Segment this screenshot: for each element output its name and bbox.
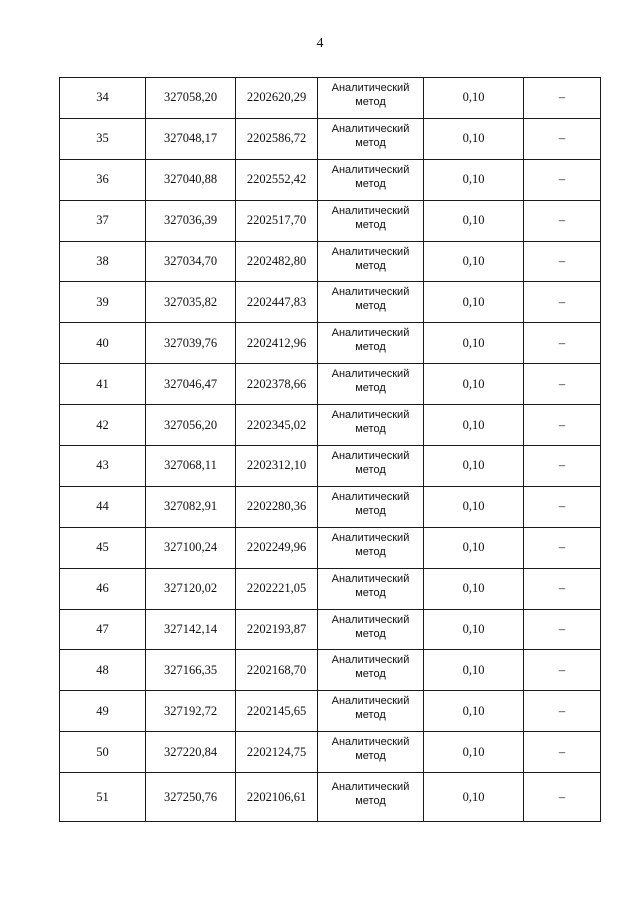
point-number-cell: 51 bbox=[60, 773, 146, 822]
method-line2: метод bbox=[355, 95, 386, 108]
coordinate-x-cell: 327058,20 bbox=[146, 78, 236, 119]
coordinate-x-cell: 327100,24 bbox=[146, 527, 236, 568]
coordinate-x-cell: 327250,76 bbox=[146, 773, 236, 822]
method-line1: Аналитический bbox=[331, 736, 410, 749]
method-line2: метод bbox=[355, 259, 386, 272]
method-line1: Аналитический bbox=[331, 204, 410, 217]
table-row bbox=[60, 200, 601, 241]
point-number-cell: 34 bbox=[60, 78, 146, 119]
method-line1: Аналитический bbox=[331, 368, 410, 381]
table-row bbox=[60, 405, 601, 446]
accuracy-cell: 0,10 bbox=[424, 486, 524, 527]
accuracy-cell: 0,10 bbox=[424, 773, 524, 822]
dash-cell: – bbox=[524, 609, 601, 650]
method-cell bbox=[318, 282, 424, 323]
dash-cell: – bbox=[524, 691, 601, 732]
method-line2: метод bbox=[355, 341, 386, 354]
coordinate-x-cell: 327040,88 bbox=[146, 159, 236, 200]
coordinate-y-cell: 2202145,65 bbox=[236, 691, 318, 732]
dash-cell: – bbox=[524, 241, 601, 282]
point-number-cell: 40 bbox=[60, 323, 146, 364]
coordinate-y-cell: 2202586,72 bbox=[236, 118, 318, 159]
method-cell bbox=[318, 568, 424, 609]
coordinate-y-cell: 2202345,02 bbox=[236, 405, 318, 446]
table-row bbox=[60, 527, 601, 568]
coordinate-x-cell: 327035,82 bbox=[146, 282, 236, 323]
method-cell bbox=[318, 405, 424, 446]
accuracy-cell: 0,10 bbox=[424, 159, 524, 200]
method-line1: Аналитический bbox=[331, 781, 410, 794]
coordinate-y-cell: 2202106,61 bbox=[236, 773, 318, 822]
accuracy-cell: 0,10 bbox=[424, 118, 524, 159]
coordinate-y-cell: 2202552,42 bbox=[236, 159, 318, 200]
accuracy-cell: 0,10 bbox=[424, 282, 524, 323]
method-line2: метод bbox=[355, 177, 386, 190]
table-row bbox=[60, 609, 601, 650]
dash-cell: – bbox=[524, 773, 601, 822]
method-line1: Аналитический bbox=[331, 572, 410, 585]
table-row bbox=[60, 691, 601, 732]
coordinate-y-cell: 2202124,75 bbox=[236, 732, 318, 773]
method-line1: Аналитический bbox=[331, 163, 410, 176]
method-cell bbox=[318, 159, 424, 200]
coordinates-table bbox=[59, 77, 601, 822]
coordinate-x-cell: 327039,76 bbox=[146, 323, 236, 364]
method-cell bbox=[318, 609, 424, 650]
method-line1: Аналитический bbox=[331, 122, 410, 135]
coordinate-y-cell: 2202378,66 bbox=[236, 364, 318, 405]
point-number-cell: 38 bbox=[60, 241, 146, 282]
dash-cell: – bbox=[524, 78, 601, 119]
dash-cell: – bbox=[524, 118, 601, 159]
method-line2: метод bbox=[355, 504, 386, 517]
method-cell bbox=[318, 773, 424, 822]
method-cell bbox=[318, 732, 424, 773]
dash-cell: – bbox=[524, 364, 601, 405]
table-row bbox=[60, 773, 601, 822]
point-number-cell: 36 bbox=[60, 159, 146, 200]
coordinate-y-cell: 2202620,29 bbox=[236, 78, 318, 119]
table-row bbox=[60, 650, 601, 691]
accuracy-cell: 0,10 bbox=[424, 609, 524, 650]
point-number-cell: 45 bbox=[60, 527, 146, 568]
method-cell bbox=[318, 78, 424, 119]
coordinates-table-body bbox=[60, 78, 601, 822]
coordinate-y-cell: 2202482,80 bbox=[236, 241, 318, 282]
point-number-cell: 42 bbox=[60, 405, 146, 446]
accuracy-cell: 0,10 bbox=[424, 241, 524, 282]
table-row bbox=[60, 486, 601, 527]
dash-cell: – bbox=[524, 486, 601, 527]
method-line1: Аналитический bbox=[331, 327, 410, 340]
table-row bbox=[60, 241, 601, 282]
dash-cell: – bbox=[524, 446, 601, 487]
table-row bbox=[60, 118, 601, 159]
method-line2: метод bbox=[355, 795, 386, 808]
coordinate-x-cell: 327120,02 bbox=[146, 568, 236, 609]
method-line1: Аналитический bbox=[331, 81, 410, 94]
accuracy-cell: 0,10 bbox=[424, 568, 524, 609]
coordinate-y-cell: 2202312,10 bbox=[236, 446, 318, 487]
table-row bbox=[60, 446, 601, 487]
table-row bbox=[60, 159, 601, 200]
method-line2: метод bbox=[355, 586, 386, 599]
coordinate-y-cell: 2202280,36 bbox=[236, 486, 318, 527]
dash-cell: – bbox=[524, 732, 601, 773]
method-cell bbox=[318, 323, 424, 364]
method-line2: метод bbox=[355, 545, 386, 558]
accuracy-cell: 0,10 bbox=[424, 691, 524, 732]
method-cell bbox=[318, 446, 424, 487]
method-line2: метод bbox=[355, 750, 386, 763]
coordinate-y-cell: 2202168,70 bbox=[236, 650, 318, 691]
method-cell bbox=[318, 650, 424, 691]
coordinate-y-cell: 2202193,87 bbox=[236, 609, 318, 650]
coordinate-x-cell: 327192,72 bbox=[146, 691, 236, 732]
coordinate-y-cell: 2202412,96 bbox=[236, 323, 318, 364]
method-cell bbox=[318, 691, 424, 732]
method-line1: Аналитический bbox=[331, 449, 410, 462]
method-cell bbox=[318, 486, 424, 527]
method-line2: метод bbox=[355, 136, 386, 149]
accuracy-cell: 0,10 bbox=[424, 364, 524, 405]
coordinate-x-cell: 327046,47 bbox=[146, 364, 236, 405]
method-cell bbox=[318, 241, 424, 282]
point-number-cell: 37 bbox=[60, 200, 146, 241]
dash-cell: – bbox=[524, 323, 601, 364]
method-line1: Аналитический bbox=[331, 695, 410, 708]
accuracy-cell: 0,10 bbox=[424, 323, 524, 364]
coordinate-x-cell: 327048,17 bbox=[146, 118, 236, 159]
dash-cell: – bbox=[524, 527, 601, 568]
point-number-cell: 50 bbox=[60, 732, 146, 773]
point-number-cell: 35 bbox=[60, 118, 146, 159]
coordinate-x-cell: 327166,35 bbox=[146, 650, 236, 691]
method-line1: Аналитический bbox=[331, 531, 410, 544]
table-row bbox=[60, 78, 601, 119]
dash-cell: – bbox=[524, 650, 601, 691]
coordinate-y-cell: 2202221,05 bbox=[236, 568, 318, 609]
method-cell bbox=[318, 200, 424, 241]
table-row bbox=[60, 568, 601, 609]
method-line2: метод bbox=[355, 423, 386, 436]
dash-cell: – bbox=[524, 405, 601, 446]
method-line1: Аналитический bbox=[331, 286, 410, 299]
coordinate-x-cell: 327068,11 bbox=[146, 446, 236, 487]
point-number-cell: 48 bbox=[60, 650, 146, 691]
point-number-cell: 39 bbox=[60, 282, 146, 323]
method-cell bbox=[318, 364, 424, 405]
point-number-cell: 47 bbox=[60, 609, 146, 650]
method-line2: метод bbox=[355, 300, 386, 313]
method-line2: метод bbox=[355, 668, 386, 681]
point-number-cell: 43 bbox=[60, 446, 146, 487]
table-row bbox=[60, 364, 601, 405]
point-number-cell: 46 bbox=[60, 568, 146, 609]
coordinate-x-cell: 327082,91 bbox=[146, 486, 236, 527]
method-line1: Аналитический bbox=[331, 245, 410, 258]
coordinate-x-cell: 327142,14 bbox=[146, 609, 236, 650]
coordinate-x-cell: 327034,70 bbox=[146, 241, 236, 282]
coordinate-y-cell: 2202517,70 bbox=[236, 200, 318, 241]
accuracy-cell: 0,10 bbox=[424, 200, 524, 241]
accuracy-cell: 0,10 bbox=[424, 405, 524, 446]
dash-cell: – bbox=[524, 282, 601, 323]
accuracy-cell: 0,10 bbox=[424, 78, 524, 119]
coordinate-y-cell: 2202249,96 bbox=[236, 527, 318, 568]
table-row bbox=[60, 732, 601, 773]
point-number-cell: 41 bbox=[60, 364, 146, 405]
accuracy-cell: 0,10 bbox=[424, 732, 524, 773]
method-line1: Аналитический bbox=[331, 613, 410, 626]
coordinate-y-cell: 2202447,83 bbox=[236, 282, 318, 323]
method-line2: метод bbox=[355, 463, 386, 476]
method-cell bbox=[318, 527, 424, 568]
method-line2: метод bbox=[355, 627, 386, 640]
accuracy-cell: 0,10 bbox=[424, 650, 524, 691]
coordinate-x-cell: 327056,20 bbox=[146, 405, 236, 446]
point-number-cell: 49 bbox=[60, 691, 146, 732]
method-line2: метод bbox=[355, 382, 386, 395]
point-number-cell: 44 bbox=[60, 486, 146, 527]
page-number: 4 bbox=[316, 36, 324, 51]
method-line1: Аналитический bbox=[331, 654, 410, 667]
method-line2: метод bbox=[355, 218, 386, 231]
method-line2: метод bbox=[355, 709, 386, 722]
accuracy-cell: 0,10 bbox=[424, 527, 524, 568]
dash-cell: – bbox=[524, 200, 601, 241]
table-row bbox=[60, 323, 601, 364]
accuracy-cell: 0,10 bbox=[424, 446, 524, 487]
coordinate-x-cell: 327220,84 bbox=[146, 732, 236, 773]
coordinate-x-cell: 327036,39 bbox=[146, 200, 236, 241]
dash-cell: – bbox=[524, 159, 601, 200]
table-row bbox=[60, 282, 601, 323]
dash-cell: – bbox=[524, 568, 601, 609]
method-cell bbox=[318, 118, 424, 159]
method-line1: Аналитический bbox=[331, 409, 410, 422]
method-line1: Аналитический bbox=[331, 490, 410, 503]
